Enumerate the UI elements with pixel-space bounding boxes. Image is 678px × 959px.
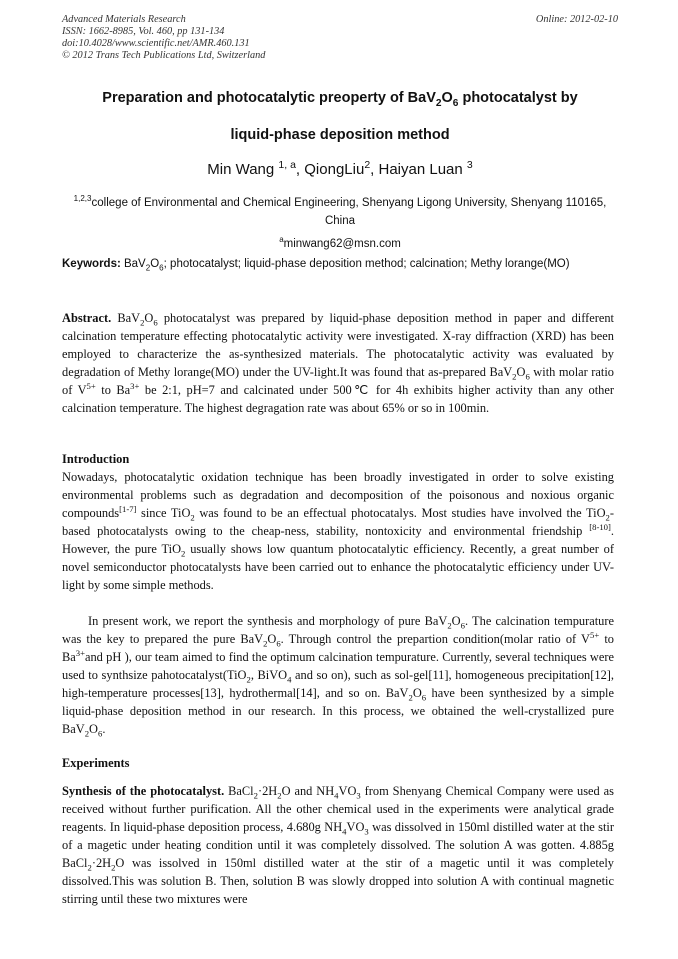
introduction-paragraph-1: Nowadays, photocatalytic oxidation technique has been broadly investigated in order to solve existing environmental problems such as degradation and decomposition of the poisonous and noxious organic compounds[1-7] since TiO$_2$ was found to be an effectual photocatalys. Most studies have involved the TiO$_2$-based photocatalysts owing to the cheap-ness, stability, nontoxicity and environmental friendship [8-10]. However, the pure TiO$_2$ usually shows low quantum photocatalytic efficiency. Recently, a great number of novel semiconductor photocatalysts have been carried out to enhance the photocatalytic efficiency under UV-light by some simple methods. [62, 470, 615, 592]
abstract-paragraph: Abstract. $BaV_2O_6$ photocatalyst was prepared by liquid-phase deposition method in paper and different calcination temperature effecting photocatalytic activity were investigated. X-ray diffraction (XRD) has been employed to characterize the as-synthesized materials. The photocatalytic activity was evaluated by degradation of Methy lorange(MO) under the UV-light.It was found that as-prepared $BaV_2O_6$ with molar ratio of $V^{5+}$ to $Ba^{3+}$ be 2:1, pH=7 and calcinated under 500℃ for 4h exhibits higher activity than any other calcination temperature. The highest degragation rate was about 65% or so in 100min. [62, 311, 615, 415]
keywords-label: Keywords: [62, 258, 121, 270]
issn-line: ISSN: 1662-8985, Vol. 460, pp 131-134 [62, 26, 225, 37]
online-date: Online: 2012-02-10 [535, 14, 618, 25]
paper-title-line-2: liquid-phase deposition method [230, 127, 450, 143]
abstract-label: Abstract. [62, 311, 112, 325]
experiments-paragraph: Synthesis of the photocatalyst. $BaCl_2\cdot 2H_2O$ and $NH_4VO_3$ from Shenyang Chemical Company were used as received without further purification. All the other chemical used in the experiments were analytical grade reagents. In liquid-phase deposition process, 4.680g $NH_4VO_3$ was dissolved in 150ml distilled water at the stir of a magetic under heating condition until it was completely dissolved. The solution A was gotten. 4.885g $BaCl_2\cdot 2H_2O$ was issolved in 150ml distilled water at the stir of a magetic until it was completely dissolved.This was solution B. Then, solution B was slowly dropped into solution A with continual magnetic stirring until these two mixtures were [62, 784, 615, 906]
journal-header [62, 14, 618, 62]
introduction-paragraph-2: In present work, we report the synthesis and morphology of pure $BaV_2O_6$. The calcination tempurature was the key to prepared the pure $BaV_2O_6$. Through control the prepartion condition(molar ratio of $V^{5+}$ to $Ba^{3+}and$ pH ), our team aimed to find the optimum calcination tempurature. Currently, several techniques were used to synthsize pahotocatalyst(TiO$_2$, BiVO$_4$ and so on), such as sol-gel[11], homogeneous precipitation[12], high-temperature processes[13], hydrothermal[14], and so on. $BaV_2O_6$ have been synthesized by a simple liquid-phase deposition method in our research. In this process, we obtained the well-crystallized pure $BaV_2O_6$. [62, 614, 614, 739]
subsection-label: Synthesis of the photocatalyst. [62, 784, 225, 798]
keywords: Keywords: $BaV_2O_6$; photocatalyst; liquid-phase deposition method; calcination; Methy lorange(MO) [62, 258, 570, 273]
author-email: $^a$minwang62@msn.com [279, 235, 401, 250]
paper-title-line-1: Preparation and photocatalytic preoperty of $BaV_2O_6$ photocatalyst by [102, 90, 578, 109]
section-heading-introduction: Introduction [62, 452, 130, 466]
affiliation: $^{1,2,3}$college of Environmental and Chemical Engineering, Shenyang Ligong University, Shenyang 110165, China [73, 194, 607, 227]
copyright-line: © 2012 Trans Tech Publications Ltd, Switzerland [62, 50, 266, 61]
section-heading-experiments: Experiments [62, 756, 130, 770]
author-list: Min Wang $^{1, a}$, QiongLiu$^2$, Haiyan Luan $^3$ [207, 159, 473, 178]
journal-name: Advanced Materials Research [62, 14, 186, 25]
doi-line: doi:10.4028/www.scientific.net/AMR.460.131 [62, 38, 250, 49]
